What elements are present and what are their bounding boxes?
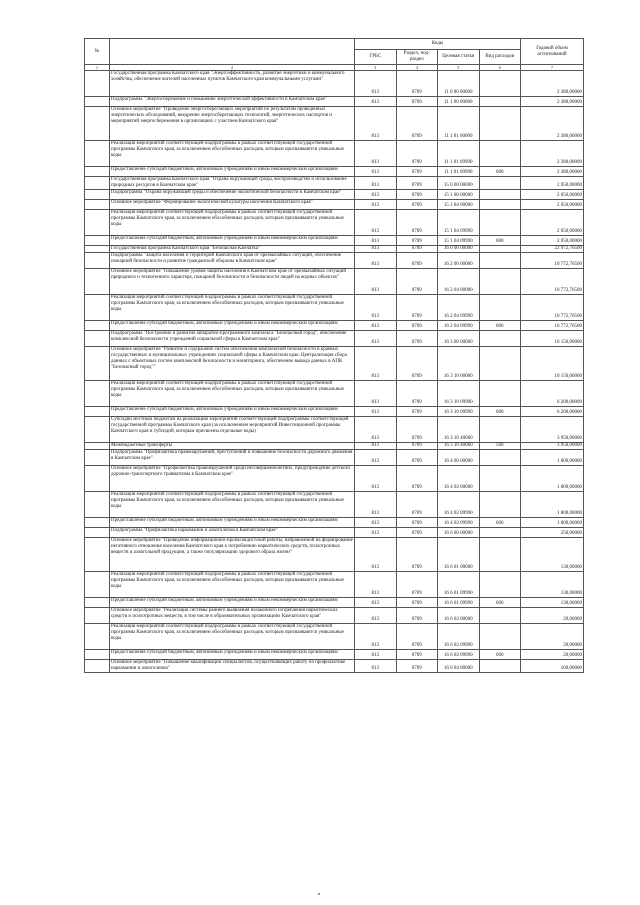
row-num-cell	[85, 107, 110, 141]
row-amount-cell: 10 772,76500	[521, 269, 584, 295]
header-vr: Вид расходов	[479, 50, 521, 65]
row-section-cell: 0709	[396, 295, 438, 321]
table-row	[85, 650, 584, 660]
row-amount-cell: 10 150,00000	[521, 331, 584, 347]
table-row	[85, 167, 584, 177]
row-target-cell: 16 0 00 00000	[438, 246, 480, 253]
table-row	[85, 443, 584, 450]
row-target-cell: 15 1 04 00000	[438, 200, 480, 210]
table-row	[85, 253, 584, 269]
row-name-cell: Предоставление субсидий бюджетным, автономным учреждениям и иным некоммерческим организациям	[110, 407, 355, 417]
row-section-cell: 0709	[396, 107, 438, 141]
row-amount-cell: 100,00000	[521, 660, 584, 673]
row-section-cell: 0709	[396, 518, 438, 528]
row-vr-cell	[479, 466, 521, 492]
row-section-cell: 0709	[396, 71, 438, 97]
table-row	[85, 407, 584, 417]
row-name-cell: Предоставление субсидий бюджетным, автономным учреждениям и иным некоммерческим организациям	[110, 518, 355, 528]
table-row	[85, 71, 584, 97]
row-vr-cell	[479, 269, 521, 295]
row-num-cell	[85, 492, 110, 518]
row-section-cell: 0709	[396, 417, 438, 443]
row-vr-cell	[479, 381, 521, 407]
table-row	[85, 321, 584, 331]
row-num-cell	[85, 331, 110, 347]
table-row	[85, 190, 584, 200]
row-section-cell: 0709	[396, 236, 438, 246]
row-grbs-cell: 813	[355, 295, 397, 321]
row-section-cell: 0709	[396, 210, 438, 236]
table-row	[85, 528, 584, 538]
row-grbs-cell: 813	[355, 598, 397, 608]
table-row	[85, 210, 584, 236]
row-section-cell: 0709	[396, 624, 438, 650]
table-row	[85, 141, 584, 167]
row-section-cell: 0709	[396, 321, 438, 331]
row-vr-cell	[479, 331, 521, 347]
table-row	[85, 97, 584, 107]
row-num-cell	[85, 253, 110, 269]
row-num-cell	[85, 518, 110, 528]
row-section-cell: 0709	[396, 331, 438, 347]
row-target-cell: 16 6 01 00000	[438, 538, 480, 572]
row-amount-cell: 130,00000	[521, 538, 584, 572]
index-cell: 4	[396, 65, 438, 71]
row-name-cell: Основное мероприятие "Развитие и содержание систем обеспечения комплексной безопасности в краевых государственных и муниципальных учреждениях социальной сферы в Камчатском крае. Централизация сбора данных с объектовых систем комплексной безопасности и мониторинга, обеспечение вывода данных в АПК "Безопасный город""	[110, 347, 355, 381]
row-amount-cell: 1 800,00000	[521, 492, 584, 518]
row-vr-cell: 600	[479, 321, 521, 331]
row-section-cell: 0709	[396, 598, 438, 608]
row-section-cell: 0709	[396, 572, 438, 598]
row-name-cell: Основное мероприятие "Проведение информационно-пропагандистской работы, направленной на формирование негативного отношения населения Камчатского края к потреблению наркотических средств, психотропных веществ и алкогольной продукции, а также популяризацию здорового образа жизни"	[110, 538, 355, 572]
row-grbs-cell: 813	[355, 417, 397, 443]
row-name-cell: Подпрограмма "Энергосбережение и повышение энергетической эффективности в Камчатском крае"	[110, 97, 355, 107]
row-target-cell: 16 6 01 09990	[438, 598, 480, 608]
row-vr-cell	[479, 417, 521, 443]
row-vr-cell: 600	[479, 650, 521, 660]
row-section-cell: 0709	[396, 200, 438, 210]
row-vr-cell	[479, 107, 521, 141]
row-num-cell	[85, 190, 110, 200]
row-vr-cell	[479, 97, 521, 107]
row-grbs-cell: 813	[355, 141, 397, 167]
table-row	[85, 417, 584, 443]
row-name-cell: Предоставление субсидий бюджетным, автономным учреждениям и иным некоммерческим организациям	[110, 321, 355, 331]
header-row-top	[85, 39, 584, 50]
row-target-cell: 16 2 04 09990	[438, 295, 480, 321]
row-section-cell: 0709	[396, 492, 438, 518]
table-row	[85, 246, 584, 253]
row-num-cell	[85, 528, 110, 538]
row-grbs-cell: 813	[355, 466, 397, 492]
row-target-cell: 16 2 04 09990	[438, 321, 480, 331]
index-cell: 1	[85, 65, 110, 71]
row-num-cell	[85, 236, 110, 246]
row-vr-cell	[479, 450, 521, 466]
row-section-cell: 0709	[396, 190, 438, 200]
row-target-cell: 16 6 02 09990	[438, 624, 480, 650]
row-section-cell: 0709	[396, 528, 438, 538]
row-vr-cell	[479, 253, 521, 269]
row-section-cell: 0709	[396, 381, 438, 407]
row-name-cell: Подпрограмма "Построение и развитие аппаратно-программного комплекса "Безопасный город", обеспечение комплексной безопасности учреждений социальной сферы в Камчатском крае"	[110, 331, 355, 347]
row-target-cell: 11 0 00 00000	[438, 71, 480, 97]
row-num-cell	[85, 177, 110, 190]
row-section-cell: 0709	[396, 177, 438, 190]
row-amount-cell: 20,00000	[521, 650, 584, 660]
row-grbs-cell: 813	[355, 331, 397, 347]
row-num-cell	[85, 608, 110, 624]
row-amount-cell: 20,00000	[521, 608, 584, 624]
row-amount-cell: 2 380,00000	[521, 141, 584, 167]
row-vr-cell: 500	[479, 443, 521, 450]
row-vr-cell	[479, 177, 521, 190]
row-grbs-cell: 813	[355, 381, 397, 407]
row-num-cell	[85, 381, 110, 407]
row-amount-cell: 10 772,76500	[521, 321, 584, 331]
row-target-cell: 16 4 02 09990	[438, 518, 480, 528]
row-vr-cell	[479, 200, 521, 210]
row-amount-cell: 22 972,76500	[521, 246, 584, 253]
table-row	[85, 608, 584, 624]
row-target-cell: 15 1 04 09990	[438, 236, 480, 246]
row-vr-cell	[479, 492, 521, 518]
index-cell: 6	[479, 65, 521, 71]
table-row	[85, 107, 584, 141]
row-grbs-cell: 813	[355, 253, 397, 269]
row-section-cell: 0709	[396, 538, 438, 572]
row-vr-cell: 600	[479, 518, 521, 528]
row-grbs-cell: 813	[355, 650, 397, 660]
row-amount-cell: 6 200,00000	[521, 381, 584, 407]
row-name-cell: Подпрограмма "Профилактика правонарушений, преступлений и повышение безопасности дорожного движения в Камчатском крае"	[110, 450, 355, 466]
row-num-cell	[85, 660, 110, 673]
row-amount-cell: 2 050,00000	[521, 200, 584, 210]
row-amount-cell: 1 800,00000	[521, 518, 584, 528]
row-name-cell: Подпрограмма "Защита населения и территорий Камчатского края от чрезвычайных ситуаций, обеспечение пожарной безопасности и развитие гражданской обороны в Камчатском крае"	[110, 253, 355, 269]
row-name-cell: Предоставление субсидий бюджетным, автономным учреждениям и иным некоммерческим организациям	[110, 598, 355, 608]
row-amount-cell: 1 800,00000	[521, 450, 584, 466]
row-num-cell	[85, 417, 110, 443]
row-num-cell	[85, 295, 110, 321]
table-row	[85, 492, 584, 518]
row-vr-cell: 600	[479, 407, 521, 417]
row-amount-cell: 2 050,00000	[521, 210, 584, 236]
budget-table-sheet	[84, 38, 584, 673]
row-num-cell	[85, 167, 110, 177]
row-target-cell: 16 6 04 00000	[438, 660, 480, 673]
row-amount-cell: 2 050,00000	[521, 236, 584, 246]
row-num-cell	[85, 141, 110, 167]
row-num-cell	[85, 200, 110, 210]
row-name-cell: Реализация мероприятий соответствующей подпрограммы в рамках соответствующей государственной программы Камчатского края, за исключением обособленных расходов, которым присваиваются уникальные коды	[110, 210, 355, 236]
row-section-cell: 0709	[396, 246, 438, 253]
table-row	[85, 518, 584, 528]
row-section-cell: 0709	[396, 347, 438, 381]
row-num-cell	[85, 347, 110, 381]
row-grbs-cell: 813	[355, 167, 397, 177]
row-grbs-cell: 813	[355, 450, 397, 466]
row-amount-cell: 2 050,00000	[521, 177, 584, 190]
row-section-cell: 0709	[396, 650, 438, 660]
row-num-cell	[85, 246, 110, 253]
page-mark	[318, 893, 320, 895]
row-num-cell	[85, 450, 110, 466]
row-num-cell	[85, 650, 110, 660]
table-row	[85, 466, 584, 492]
row-vr-cell	[479, 572, 521, 598]
row-target-cell: 16 4 00 00000	[438, 450, 480, 466]
row-name-cell: Основное мероприятие "Реализация системы раннего выявления незаконного потребления наркотических средств и психотропных веществ, в том числе в образовательных организациях Камчатского края"	[110, 608, 355, 624]
table-row	[85, 295, 584, 321]
table-row	[85, 624, 584, 650]
row-num-cell	[85, 538, 110, 572]
table-row	[85, 538, 584, 572]
table-row	[85, 660, 584, 673]
row-grbs-cell: 813	[355, 518, 397, 528]
row-section-cell: 0709	[396, 253, 438, 269]
row-amount-cell: 3 950,00000	[521, 417, 584, 443]
header-grbs: ГРБС	[355, 50, 397, 65]
header-section: Раздел, под-раздел	[396, 50, 438, 65]
row-amount-cell: 130,00000	[521, 598, 584, 608]
row-vr-cell	[479, 210, 521, 236]
index-cell: 5	[438, 65, 480, 71]
row-vr-cell: 600	[479, 236, 521, 246]
row-name-cell: Реализация мероприятий соответствующей подпрограммы в рамках соответствующей государственной программы Камчатского края, за исключением обособленных расходов, которым присваиваются уникальные коды	[110, 624, 355, 650]
row-target-cell: 16 3 00 00000	[438, 331, 480, 347]
row-vr-cell	[479, 624, 521, 650]
row-name-cell: Основное мероприятие "Повышение уровня защиты населения в Камчатском крае от чрезвычайных ситуаций природного и техногенного характера, пожарной безопасности и безопасности людей на водных объектах"	[110, 269, 355, 295]
budget-table	[84, 38, 584, 673]
row-vr-cell	[479, 190, 521, 200]
row-num-cell	[85, 598, 110, 608]
row-grbs-cell: 813	[355, 624, 397, 650]
row-name-cell: Субсидии местным бюджетам на реализацию мероприятий соответствующей подпрограммы соответствующей государственной программы Камчатского края (за исключением мероприятий Инвестиционной программы Камчатского края и субсидий, которым присвоены отдельные коды)	[110, 417, 355, 443]
row-name-cell: Государственная программа Камчатского края "Охрана окружающей среды, воспроизводство и использование природных ресурсов в Камчатском крае"	[110, 177, 355, 190]
row-num-cell	[85, 210, 110, 236]
row-grbs-cell: 813	[355, 71, 397, 97]
row-section-cell: 0709	[396, 407, 438, 417]
table-row	[85, 269, 584, 295]
row-num-cell	[85, 443, 110, 450]
row-name-cell: Предоставление субсидий бюджетным, автономным учреждениям и иным некоммерческим организациям	[110, 236, 355, 246]
row-name-cell: Основное мероприятие "Профилактика правонарушений среди несовершеннолетних, предупреждение детского дорожно-транспортного травматизма в Камчатском крае"	[110, 466, 355, 492]
row-target-cell: 11 1 01 09990	[438, 141, 480, 167]
row-name-cell: Реализация мероприятий соответствующей подпрограммы в рамках соответствующей государственной программы Камчатского края, за исключением обособленных расходов, которым присваиваются уникальные коды	[110, 381, 355, 407]
row-target-cell: 16 2 04 00000	[438, 269, 480, 295]
row-vr-cell	[479, 141, 521, 167]
row-num-cell	[85, 269, 110, 295]
row-name-cell: Основное мероприятие "Проведение энергосберегающих мероприятий по результатам проведенных энергетических обследований, внедрение энергосберегающих технологий, энергетических паспортов и мероприятий энергосбережения в организациях с участием Камчатского края"	[110, 107, 355, 141]
row-target-cell: 16 4 02 00000	[438, 466, 480, 492]
row-num-cell	[85, 321, 110, 331]
table-row	[85, 598, 584, 608]
row-target-cell: 16 3 10 40060	[438, 443, 480, 450]
table-body	[85, 71, 584, 673]
row-name-cell: Предоставление субсидий бюджетным, автономным учреждениям и иным некоммерческим организациям	[110, 650, 355, 660]
row-section-cell: 0709	[396, 608, 438, 624]
row-amount-cell: 130,00000	[521, 572, 584, 598]
index-cell: 3	[355, 65, 397, 71]
row-amount-cell: 3 950,00000	[521, 443, 584, 450]
row-target-cell: 16 6 02 00000	[438, 608, 480, 624]
row-name-cell: Реализация мероприятий соответствующей подпрограммы в рамках соответствующей государственной программы Камчатского края, за исключением обособленных расходов, которым присваиваются уникальные коды	[110, 295, 355, 321]
row-grbs-cell: 813	[355, 407, 397, 417]
row-amount-cell: 250,00000	[521, 528, 584, 538]
row-grbs-cell: 813	[355, 321, 397, 331]
row-vr-cell	[479, 246, 521, 253]
row-vr-cell	[479, 660, 521, 673]
row-target-cell: 16 6 00 00000	[438, 528, 480, 538]
row-target-cell: 16 3 10 00000	[438, 347, 480, 381]
row-vr-cell: 600	[479, 598, 521, 608]
row-vr-cell	[479, 295, 521, 321]
row-section-cell: 0709	[396, 660, 438, 673]
row-grbs-cell: 813	[355, 443, 397, 450]
header-amount: Годовой объем ассигнований	[521, 39, 584, 65]
row-amount-cell: 10 772,76500	[521, 295, 584, 321]
row-target-cell: 16 4 02 09990	[438, 492, 480, 518]
row-grbs-cell: 813	[355, 347, 397, 381]
row-num-cell	[85, 97, 110, 107]
row-amount-cell: 10 772,76500	[521, 253, 584, 269]
row-section-cell: 0709	[396, 466, 438, 492]
row-target-cell: 16 3 10 09990	[438, 381, 480, 407]
row-amount-cell: 10 150,00000	[521, 347, 584, 381]
row-amount-cell: 2 380,00000	[521, 97, 584, 107]
row-name-cell: Реализация мероприятий соответствующей подпрограммы в рамках соответствующей государственной программы Камчатского края, за исключением обособленных расходов, которым присваиваются уникальные коды	[110, 572, 355, 598]
row-amount-cell: 20,00000	[521, 624, 584, 650]
row-vr-cell: 600	[479, 167, 521, 177]
index-cell: 7	[521, 65, 584, 71]
row-amount-cell: 2 380,00000	[521, 167, 584, 177]
row-name-cell: Предоставление субсидий бюджетным, автономным учреждениям и иным некоммерческим организациям	[110, 167, 355, 177]
header-name	[110, 39, 355, 65]
table-row	[85, 572, 584, 598]
row-target-cell: 16 3 10 40060	[438, 417, 480, 443]
row-grbs-cell: 813	[355, 572, 397, 598]
row-grbs-cell: 813	[355, 492, 397, 518]
row-target-cell: 11 1 01 09990	[438, 167, 480, 177]
row-section-cell: 0709	[396, 269, 438, 295]
row-vr-cell	[479, 71, 521, 97]
row-amount-cell: 6 200,00000	[521, 407, 584, 417]
row-section-cell: 0709	[396, 443, 438, 450]
row-amount-cell: 2 380,00000	[521, 71, 584, 97]
header-num: №	[85, 39, 110, 65]
table-row	[85, 331, 584, 347]
row-amount-cell: 2 380,00000	[521, 107, 584, 141]
row-num-cell	[85, 624, 110, 650]
row-target-cell: 15 1 00 00000	[438, 190, 480, 200]
row-name-cell: Основное мероприятие "Формирование экологической культуры населения Камчатского края"	[110, 200, 355, 210]
row-grbs-cell: 813	[355, 210, 397, 236]
row-target-cell: 16 3 10 09990	[438, 407, 480, 417]
row-name-cell: Реализация мероприятий соответствующей подпрограммы в рамках соответствующей государственной программы Камчатского края, за исключением обособленных расходов, которым присваиваются уникальные коды	[110, 492, 355, 518]
row-grbs-cell: 813	[355, 246, 397, 253]
row-grbs-cell: 813	[355, 177, 397, 190]
row-name-cell: Основное мероприятие "Повышение квалификации специалистов, осуществляющих работу по профилактике наркомании и алкоголизма"	[110, 660, 355, 673]
row-grbs-cell: 813	[355, 236, 397, 246]
header-target: Целевая статья	[438, 50, 480, 65]
table-row	[85, 177, 584, 190]
row-section-cell: 0709	[396, 97, 438, 107]
row-grbs-cell: 813	[355, 269, 397, 295]
row-vr-cell	[479, 538, 521, 572]
header-codes: Коды	[355, 39, 521, 50]
row-name-cell: Подпрограмма "Охрана окружающей среды и обеспечение экологической безопасности в Камчатском крае"	[110, 190, 355, 200]
row-grbs-cell: 813	[355, 538, 397, 572]
row-section-cell: 0709	[396, 141, 438, 167]
row-num-cell	[85, 71, 110, 97]
row-vr-cell	[479, 608, 521, 624]
row-target-cell: 16 6 02 09990	[438, 650, 480, 660]
table-row	[85, 236, 584, 246]
row-grbs-cell: 813	[355, 107, 397, 141]
row-grbs-cell: 813	[355, 660, 397, 673]
table-row	[85, 347, 584, 381]
row-vr-cell	[479, 347, 521, 381]
row-target-cell: 16 2 00 00000	[438, 253, 480, 269]
row-name-cell: Государственная программа Камчатского края "Энергоэффективность, развитие энергетики и коммунального хозяйства, обеспечение жителей населенных пунктов Камчатского края коммунальными услугами"	[110, 71, 355, 97]
table-row	[85, 381, 584, 407]
row-num-cell	[85, 466, 110, 492]
row-amount-cell: 2 050,00000	[521, 190, 584, 200]
row-grbs-cell: 813	[355, 97, 397, 107]
row-num-cell	[85, 407, 110, 417]
row-grbs-cell: 813	[355, 528, 397, 538]
row-name-cell: Реализация мероприятий соответствующей подпрограммы в рамках соответствующей государственной программы Камчатского края, за исключением обособленных расходов, которым присваиваются уникальные коды	[110, 141, 355, 167]
row-grbs-cell: 813	[355, 190, 397, 200]
row-target-cell: 11 1 01 00000	[438, 107, 480, 141]
row-vr-cell	[479, 528, 521, 538]
row-target-cell: 11 1 00 00000	[438, 97, 480, 107]
row-num-cell	[85, 572, 110, 598]
row-name-cell: Государственная программа Камчатского края "Безопасная Камчатка"	[110, 246, 355, 253]
row-amount-cell: 1 800,00000	[521, 466, 584, 492]
table-row	[85, 450, 584, 466]
row-target-cell: 15 1 04 09990	[438, 210, 480, 236]
index-cell: 2	[110, 65, 355, 71]
row-section-cell: 0709	[396, 450, 438, 466]
row-grbs-cell: 813	[355, 608, 397, 624]
row-grbs-cell: 813	[355, 200, 397, 210]
row-target-cell: 16 6 01 09990	[438, 572, 480, 598]
table-row	[85, 200, 584, 210]
row-name-cell: Подпрограмма "Профилактика наркомании и алкоголизма в Камчатском крае"	[110, 528, 355, 538]
row-target-cell: 15 0 00 00000	[438, 177, 480, 190]
row-name-cell: Межбюджетные трансферты	[110, 443, 355, 450]
row-section-cell: 0709	[396, 167, 438, 177]
